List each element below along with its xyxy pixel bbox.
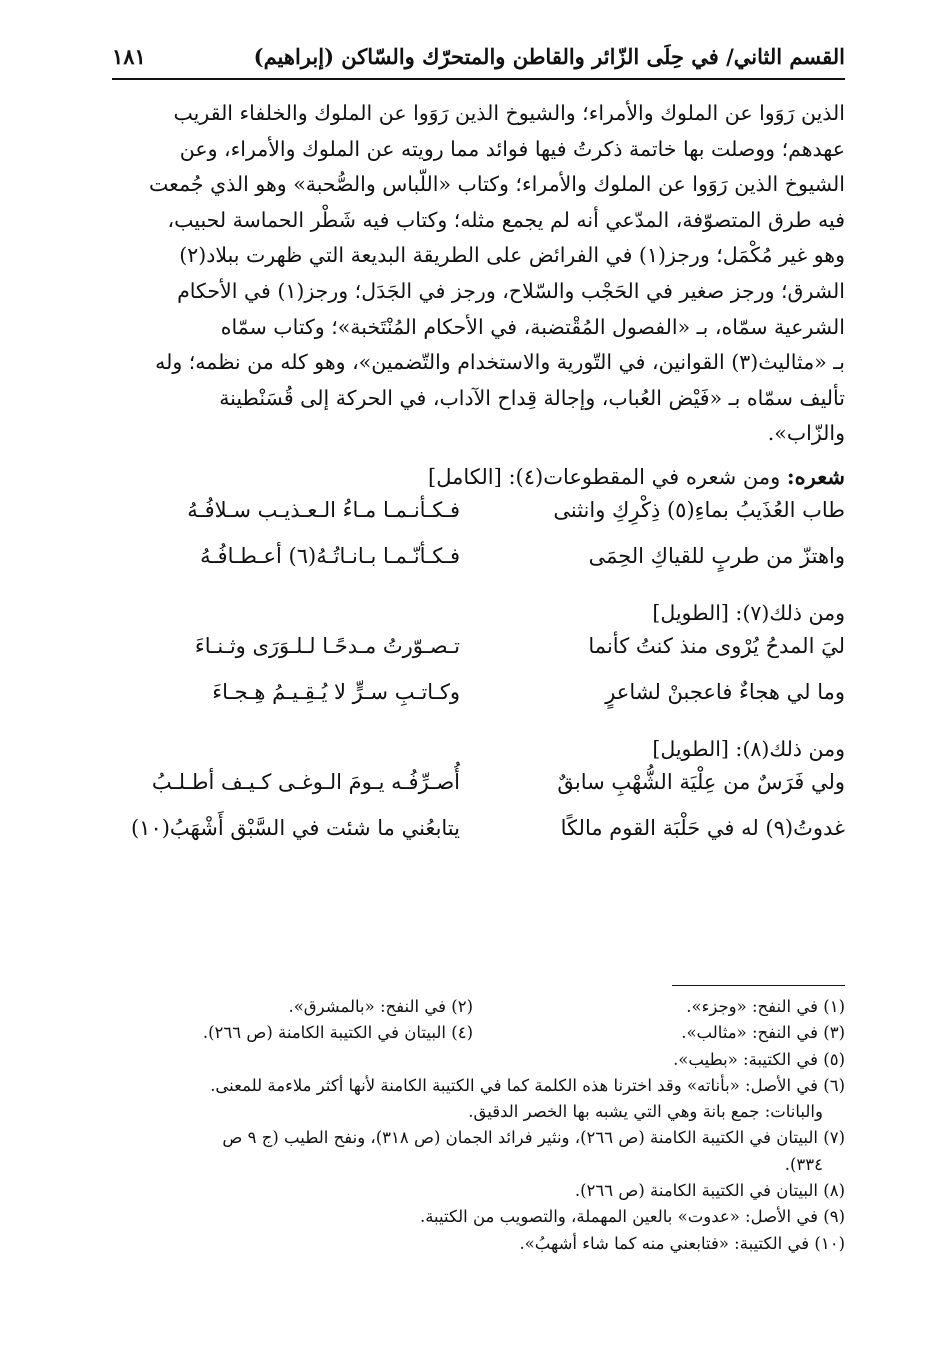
verse-line [112, 674, 845, 720]
header-title: القسم الثاني/ في حِلَى الزّائر والقاطن والمتحرّك والسّاكن (إبراهيم) [253, 44, 845, 69]
verse-second-hemistich: يتابعُني ما شئت في السَّبْق أَشْهَبُ(١٠) [130, 815, 460, 840]
verse-second-hemistich: فـكـأنـمـا مـاءُ الـعـذيـب سـلافُـهُ [187, 497, 460, 522]
footnote: (١) في النفح: «وجزء». [686, 997, 845, 1016]
verse-first-hemistich: طاب العُذَيبُ بماءِ(٥) ذِكْرِكِ وانثنى [553, 497, 845, 522]
verse-line [112, 628, 845, 674]
footnote: (٧) البيتان في الكتيبة الكامنة (ص ٢٦٦)، ونثير فرائد الجمان (ص ٣١٨)، ونفح الطيب (ج ٩ ص [222, 1128, 845, 1148]
footnote: (٨) البيتان في الكتيبة الكامنة (ص ٢٦٦). [574, 1181, 845, 1201]
footnote-row [112, 1020, 845, 1046]
main-text [112, 96, 845, 856]
poetry-heading-text: ومن شعره في المقطوعات(٤): [الكامل] [428, 464, 781, 489]
poetry-heading [112, 462, 845, 492]
meter-heading: ومن ذلك(٧): [الطويل] [652, 600, 845, 625]
verse-first-hemistich: غدوتُ(٩) له في حَلْبَة القوم مالكًا [560, 815, 845, 840]
text-line: وهو غير مُكْمَل؛ ورجز(١) في الفرائض على الطريقة البديعة التي ظهرت ببلاد(٢) [179, 243, 845, 268]
footnote: (٦) في الأصل: «بأناته» وقد اخترنا هذه الكلمة كما في الكتيبة الكامنة لأنها أكثر ملاءمة للمعنى. [210, 1075, 845, 1095]
footnote: (٣) في النفح: «مثالب». [681, 1023, 845, 1043]
verse-line [112, 492, 845, 538]
verse-first-hemistich: ولي فَرَسٌ من عِلْيَة الشُّهْبِ سابقٌ [557, 769, 845, 794]
verse-first-hemistich: وما لي هجاءٌ فاعجبنْ لشاعرٍ [605, 679, 845, 704]
verse-line [112, 810, 845, 856]
footnote: (٥) في الكتيبة: «بطيب». [673, 1049, 845, 1069]
text-line: الشرعية سمّاه، بـ «الفصول المُقْتضبة، في الأحكام المُنْتَخبة»؛ وكتاب سمّاه [220, 314, 845, 339]
footnote: (٤) البيتان في الكتيبة الكامنة (ص ٢٦٦). [202, 1023, 473, 1043]
text-line: تأليف سمّاه بـ «فَيْض العُباب، وإجالة قِداح الآداب، في الحركة إلى قُسَنْطينة [219, 385, 845, 410]
verse-second-hemistich: أُصـرِّفُـه يـومَ الـوغـى كـيـف أطـلـبُ [151, 769, 460, 794]
text-line: بـ «مثاليث(٣) القوانين، في التّورية والاستخدام والتّضمين»، وهو كله من نظمه؛ وله [155, 350, 845, 375]
prose-paragraph [112, 96, 845, 452]
footnotes [112, 994, 845, 1257]
footnote: (١٠) في الكتيبة: «فتابعني منه كما شاء أشهبُ». [519, 1233, 845, 1253]
poetry-heading-label: شعره: [786, 463, 845, 489]
footnote-separator [672, 985, 845, 986]
verse-first-hemistich: واهتزّ من طربٍ للقياكِ الحِمَى [588, 543, 845, 568]
footnote-continuation: والبانات: جمع بانة وهي التي يشبه بها الخصر الدقيق. [468, 1102, 823, 1122]
footnote-row [112, 994, 845, 1020]
footnote: (٩) في الأصل: «عدوت» بالعين المهملة، والتصويب من الكتيبة. [419, 1207, 845, 1227]
verse-second-hemistich: وكـاتـبِ سـرٍّ لا يُـقِـيـمُ هِـجـاءَ [212, 679, 460, 704]
verse-line [112, 538, 845, 584]
meter-heading: ومن ذلك(٨): [الطويل] [652, 736, 845, 761]
verse-line [112, 764, 845, 810]
footnote-continuation: ٣٣٤). [784, 1154, 823, 1174]
verse-second-hemistich: تـصـوّرتُ مـدحًـا لـلـوَرَى وثـنـاءَ [194, 633, 460, 658]
verse-second-hemistich: فـكـأنّـمـا بـانـاتُـهُ(٦) أعـطـافُـهُ [200, 543, 460, 568]
text-line: الشيوخ الذين رَوَوا عن الملوك والأمراء؛ وكتاب «اللّباس والصُّحبة» وهو الذي جُمعت [149, 172, 845, 197]
footnote: (٢) في النفح: «بالمشرق». [288, 997, 473, 1016]
text-line: عهدهم؛ ووصلت بها خاتمة ذكرتُ فيها فوائد مما رويته عن الملوك والأمراء، وعن [179, 136, 845, 161]
running-header [112, 38, 845, 80]
text-line: فيه طرق المتصوّفة، المدّعي أنه لم يجمع مثله؛ وكتاب فيه شَطْر الحماسة لحبيب، [167, 207, 845, 232]
verse-first-hemistich: ليَ المدحُ يُرْوى منذ كنتُ كأنما [588, 633, 845, 658]
page-number: ١٨١ [112, 44, 146, 69]
text-line: الشرق؛ ورجز صغير في الحَجْب والسّلاح، ورجز في الجَدَل؛ ورجز(١) في الأحكام [177, 278, 845, 303]
text-line: الذين رَوَوا عن الملوك والأمراء؛ والشيوخ الذين رَوَوا عن الملوك والخلفاء القريب [173, 101, 845, 125]
text-line: والزّاب». [767, 421, 845, 446]
